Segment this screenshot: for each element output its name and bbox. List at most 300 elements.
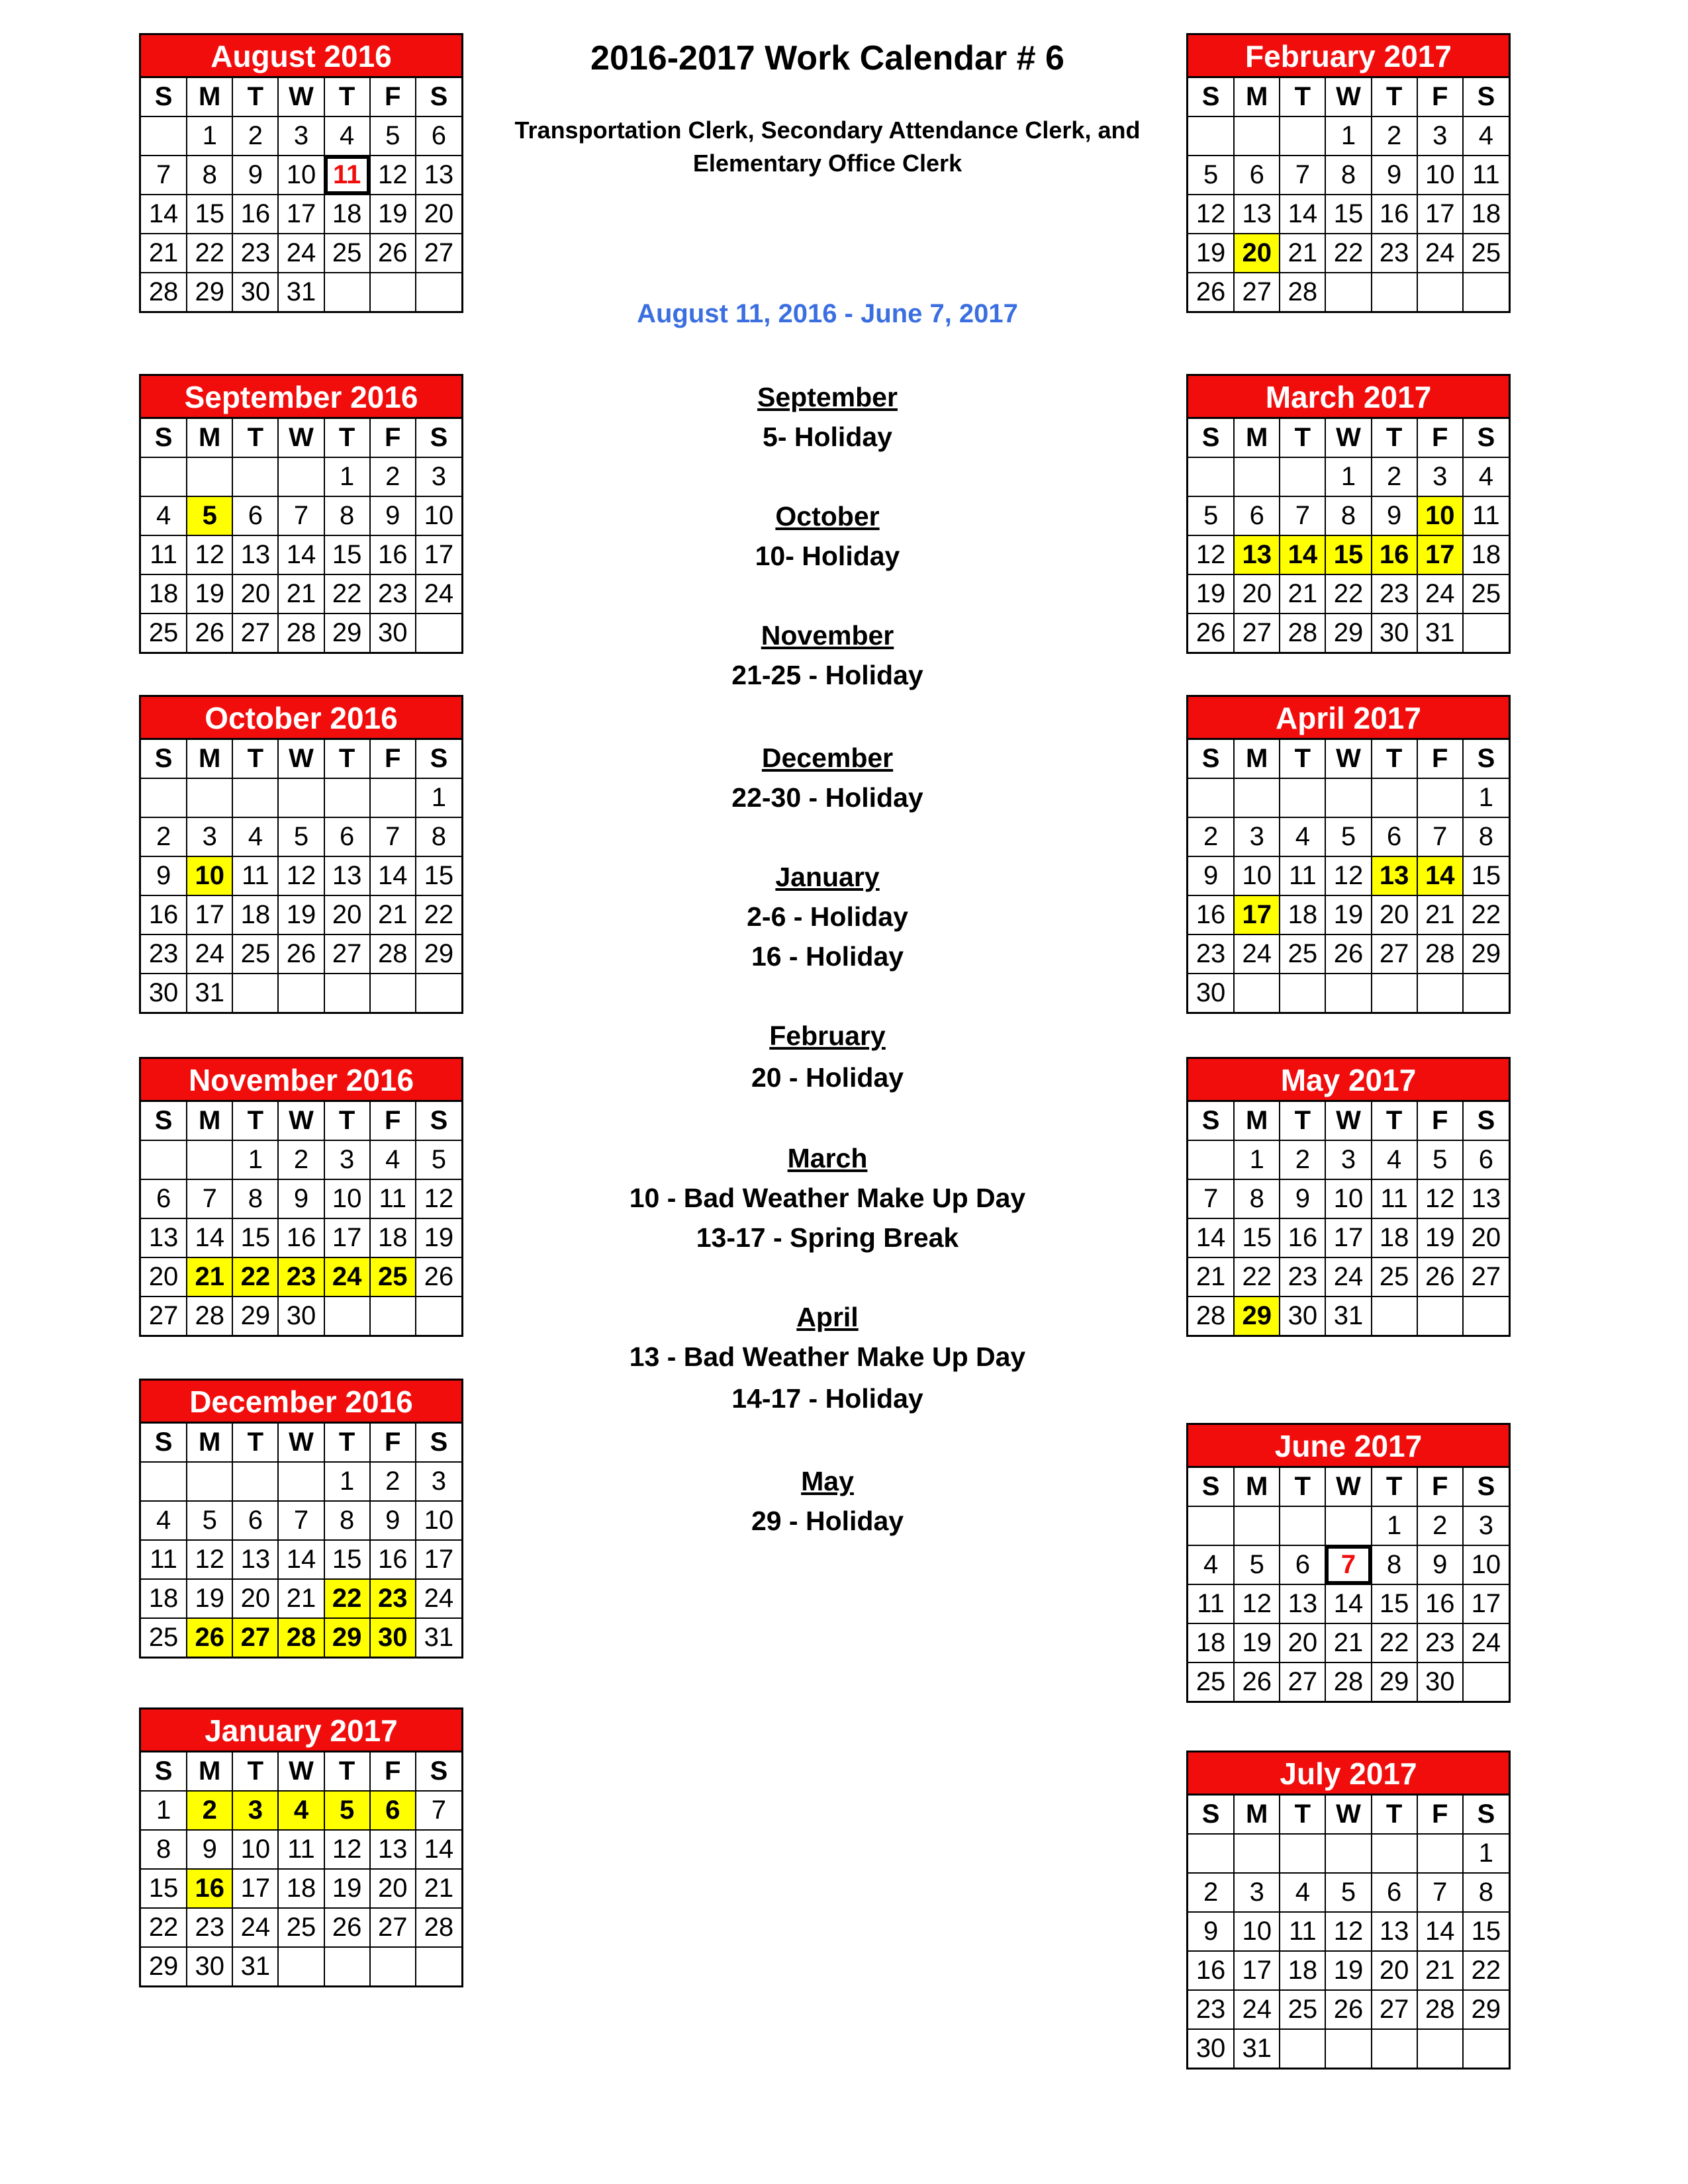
day-cell: 2 <box>1188 817 1234 856</box>
week-row <box>141 974 461 1012</box>
weekday-label: W <box>1325 1796 1371 1834</box>
day-cell: 19 <box>416 1218 461 1257</box>
day-cell: 17 <box>324 1218 370 1257</box>
day-cell: 23 <box>1280 1257 1325 1297</box>
day-cell: 24 <box>278 234 324 273</box>
weekday-label: S <box>141 419 187 457</box>
week-row <box>141 1297 461 1335</box>
empty-cell <box>416 974 461 1012</box>
week-row <box>141 1791 461 1830</box>
day-cell: 26 <box>1188 614 1234 652</box>
calendar-september-2016 <box>139 374 463 654</box>
day-cell: 21 <box>1280 574 1325 614</box>
day-cell: 1 <box>232 1140 278 1179</box>
day-cell: 24 <box>1417 574 1463 614</box>
day-cell: 4 <box>1463 457 1509 496</box>
empty-cell <box>1234 778 1280 817</box>
empty-cell <box>1417 1834 1463 1873</box>
day-cell: 16 <box>1188 1951 1234 1990</box>
weekday-label: W <box>278 1102 324 1140</box>
weekday-label: W <box>278 1752 324 1791</box>
weekday-label: S <box>141 1752 187 1791</box>
schedule-line: 13-17 - Spring Break <box>696 1222 959 1253</box>
day-cell: 27 <box>232 614 278 652</box>
calendar-month-header: July 2017 <box>1188 1752 1509 1796</box>
day-cell: 29 <box>416 934 461 974</box>
empty-cell <box>1280 1834 1325 1873</box>
weekday-label: M <box>187 78 232 116</box>
calendar-august-2016 <box>139 33 463 313</box>
weekday-label: W <box>278 78 324 116</box>
day-cell: 21 <box>370 895 416 934</box>
empty-cell <box>1280 778 1325 817</box>
day-cell: 30 <box>1280 1297 1325 1335</box>
weekday-label: S <box>141 78 187 116</box>
day-cell: 3 <box>1463 1506 1509 1545</box>
empty-cell <box>370 1297 416 1335</box>
day-cell: 31 <box>187 974 232 1012</box>
weekday-header-row <box>1188 1468 1509 1506</box>
day-cell: 19 <box>1417 1218 1463 1257</box>
week-row <box>141 457 461 496</box>
weekday-label: M <box>1234 419 1280 457</box>
empty-cell <box>324 1947 370 1985</box>
schedule-month-september: September <box>757 382 898 412</box>
day-cell: 16 <box>370 1540 416 1579</box>
schedule-month-march: March <box>787 1143 868 1173</box>
day-cell: 27 <box>324 934 370 974</box>
weekday-label: W <box>1325 419 1371 457</box>
empty-cell <box>416 1297 461 1335</box>
day-cell: 25 <box>1463 574 1509 614</box>
weekday-header-row <box>141 1424 461 1462</box>
schedule-line: 29 - Holiday <box>751 1506 904 1536</box>
week-row <box>141 1869 461 1908</box>
subtitle-line-1: Transportation Clerk, Secondary Attendance Clerk, and <box>514 116 1141 144</box>
day-cell: 15 <box>324 1540 370 1579</box>
day-cell: 7 <box>1417 817 1463 856</box>
week-row <box>1188 1257 1509 1297</box>
weekday-label: T <box>1280 419 1325 457</box>
weekday-label: T <box>324 740 370 778</box>
week-row <box>141 1618 461 1657</box>
week-row <box>1188 1873 1509 1912</box>
calendar-february-2017 <box>1186 33 1511 313</box>
day-cell-highlighted: 16 <box>187 1869 232 1908</box>
day-cell: 30 <box>1417 1662 1463 1701</box>
day-cell: 17 <box>1234 1951 1280 1990</box>
day-cell: 12 <box>187 535 232 574</box>
weekday-header-row <box>141 1102 461 1140</box>
day-cell: 26 <box>324 1908 370 1947</box>
weekday-label: W <box>1325 740 1371 778</box>
calendar-december-2016 <box>139 1379 463 1659</box>
day-cell: 11 <box>1188 1584 1234 1623</box>
day-cell: 3 <box>1417 457 1463 496</box>
weekday-label: S <box>1188 1102 1234 1140</box>
day-cell: 13 <box>370 1830 416 1869</box>
week-row <box>141 535 461 574</box>
day-cell: 4 <box>1463 116 1509 156</box>
calendar-grid <box>1188 419 1509 652</box>
day-cell: 5 <box>370 116 416 156</box>
day-cell-highlighted: 15 <box>1325 535 1371 574</box>
empty-cell <box>278 457 324 496</box>
empty-cell <box>1463 1297 1509 1335</box>
week-row <box>141 856 461 895</box>
calendar-june-2017 <box>1186 1423 1511 1703</box>
weekday-label: T <box>1372 419 1417 457</box>
weekday-label: S <box>1188 1468 1234 1506</box>
day-cell: 2 <box>1372 457 1417 496</box>
day-cell: 30 <box>1188 2029 1234 2068</box>
schedule-line: 16 - Holiday <box>751 941 904 972</box>
day-cell: 23 <box>1188 1990 1234 2029</box>
empty-cell <box>1463 614 1509 652</box>
day-cell: 7 <box>278 1501 324 1540</box>
calendar-april-2017 <box>1186 695 1511 1014</box>
week-row <box>141 1908 461 1947</box>
day-cell: 25 <box>1280 934 1325 974</box>
day-cell: 9 <box>141 856 187 895</box>
day-cell: 7 <box>278 496 324 535</box>
calendar-grid <box>141 1752 461 1985</box>
empty-cell <box>370 273 416 311</box>
day-cell: 18 <box>370 1218 416 1257</box>
weekday-label: W <box>1325 1102 1371 1140</box>
weekday-label: F <box>1417 78 1463 116</box>
day-cell: 15 <box>324 535 370 574</box>
schedule-month-december: December <box>761 743 894 773</box>
day-cell: 22 <box>1325 234 1371 273</box>
day-cell: 5 <box>416 1140 461 1179</box>
week-row <box>1188 1990 1509 2029</box>
empty-cell <box>1325 2029 1371 2068</box>
schedule-month-may: May <box>801 1466 854 1496</box>
week-row <box>141 273 461 311</box>
day-cell: 25 <box>232 934 278 974</box>
day-cell: 20 <box>1463 1218 1509 1257</box>
day-cell-marked: 11 <box>324 156 370 195</box>
day-cell: 17 <box>1325 1218 1371 1257</box>
weekday-label: T <box>324 78 370 116</box>
day-cell: 24 <box>1325 1257 1371 1297</box>
day-cell-highlighted: 22 <box>324 1579 370 1618</box>
day-cell: 10 <box>232 1830 278 1869</box>
day-cell: 28 <box>1417 934 1463 974</box>
week-row <box>141 1947 461 1985</box>
day-cell: 19 <box>1188 234 1234 273</box>
day-cell: 4 <box>232 817 278 856</box>
week-row <box>141 1501 461 1540</box>
day-cell: 3 <box>187 817 232 856</box>
week-row <box>1188 496 1509 535</box>
empty-cell <box>278 1462 324 1501</box>
day-cell: 21 <box>278 1579 324 1618</box>
day-cell: 23 <box>1417 1623 1463 1662</box>
weekday-label: M <box>187 1102 232 1140</box>
calendar-month-header: May 2017 <box>1188 1059 1509 1102</box>
weekday-label: S <box>416 740 461 778</box>
weekday-label: T <box>232 419 278 457</box>
day-cell: 28 <box>141 273 187 311</box>
day-cell-highlighted: 13 <box>1234 535 1280 574</box>
day-cell: 27 <box>1372 1990 1417 2029</box>
day-cell-highlighted: 16 <box>1372 535 1417 574</box>
day-cell: 16 <box>1372 195 1417 234</box>
day-cell: 14 <box>370 856 416 895</box>
day-cell: 22 <box>1372 1623 1417 1662</box>
day-cell: 30 <box>232 273 278 311</box>
day-cell: 22 <box>1234 1257 1280 1297</box>
day-cell: 29 <box>141 1947 187 1985</box>
day-cell: 2 <box>1280 1140 1325 1179</box>
weekday-label: W <box>278 419 324 457</box>
week-row <box>1188 1834 1509 1873</box>
empty-cell <box>1188 116 1234 156</box>
weekday-label: S <box>1463 78 1509 116</box>
day-cell: 1 <box>1234 1140 1280 1179</box>
week-row <box>1188 974 1509 1012</box>
day-cell-highlighted: 14 <box>1417 856 1463 895</box>
day-cell: 20 <box>324 895 370 934</box>
empty-cell <box>1372 1297 1417 1335</box>
empty-cell <box>1417 778 1463 817</box>
day-cell: 6 <box>232 1501 278 1540</box>
day-cell: 18 <box>1463 535 1509 574</box>
day-cell: 5 <box>1325 817 1371 856</box>
day-cell: 15 <box>1463 1912 1509 1951</box>
day-cell: 3 <box>324 1140 370 1179</box>
day-cell: 7 <box>416 1791 461 1830</box>
weekday-label: F <box>370 419 416 457</box>
day-cell: 12 <box>370 156 416 195</box>
day-cell-highlighted: 10 <box>187 856 232 895</box>
day-cell: 12 <box>278 856 324 895</box>
empty-cell <box>187 778 232 817</box>
empty-cell <box>1234 1834 1280 1873</box>
day-cell: 24 <box>1234 934 1280 974</box>
day-cell: 17 <box>187 895 232 934</box>
calendar-january-2017 <box>139 1707 463 1987</box>
schedule-month-january: January <box>775 862 880 892</box>
day-cell: 16 <box>1417 1584 1463 1623</box>
weekday-label: M <box>187 419 232 457</box>
day-cell: 10 <box>416 1501 461 1540</box>
day-cell: 17 <box>1417 195 1463 234</box>
day-cell: 27 <box>1372 934 1417 974</box>
day-cell: 27 <box>1234 614 1280 652</box>
week-row <box>1188 156 1509 195</box>
week-row <box>1188 2029 1509 2068</box>
empty-cell <box>1417 974 1463 1012</box>
weekday-label: W <box>1325 1468 1371 1506</box>
day-cell: 21 <box>1188 1257 1234 1297</box>
week-row <box>141 1830 461 1869</box>
day-cell: 1 <box>1463 778 1509 817</box>
day-cell: 21 <box>278 574 324 614</box>
day-cell-highlighted: 21 <box>187 1257 232 1297</box>
calendar-grid <box>141 740 461 1012</box>
empty-cell <box>1280 1506 1325 1545</box>
empty-cell <box>141 457 187 496</box>
empty-cell <box>1463 974 1509 1012</box>
day-cell: 12 <box>1325 1912 1371 1951</box>
day-cell: 12 <box>1188 195 1234 234</box>
day-cell: 8 <box>1463 817 1509 856</box>
week-row <box>141 116 461 156</box>
day-cell: 30 <box>1188 974 1234 1012</box>
day-cell-highlighted: 27 <box>232 1618 278 1657</box>
week-row <box>1188 535 1509 574</box>
day-cell: 2 <box>370 1462 416 1501</box>
schedule-line: 13 - Bad Weather Make Up Day <box>629 1342 1026 1372</box>
day-cell: 16 <box>370 535 416 574</box>
day-cell: 27 <box>416 234 461 273</box>
day-cell: 10 <box>1463 1545 1509 1584</box>
day-cell: 24 <box>187 934 232 974</box>
week-row <box>141 234 461 273</box>
day-cell: 3 <box>416 1462 461 1501</box>
day-cell: 21 <box>1417 895 1463 934</box>
day-cell: 9 <box>1372 156 1417 195</box>
day-cell-highlighted: 30 <box>370 1618 416 1657</box>
weekday-header-row <box>1188 419 1509 457</box>
week-row <box>1188 1506 1509 1545</box>
day-cell: 26 <box>416 1257 461 1297</box>
day-cell: 6 <box>1234 496 1280 535</box>
calendar-month-header: December 2016 <box>141 1381 461 1424</box>
empty-cell <box>416 273 461 311</box>
weekday-label: T <box>232 78 278 116</box>
day-cell: 31 <box>232 1947 278 1985</box>
empty-cell <box>324 273 370 311</box>
schedule-line: 2-6 - Holiday <box>747 901 908 932</box>
day-cell: 3 <box>278 116 324 156</box>
day-cell: 2 <box>1417 1506 1463 1545</box>
calendar-grid <box>141 78 461 311</box>
day-cell: 18 <box>1280 1951 1325 1990</box>
weekday-label: M <box>1234 1468 1280 1506</box>
empty-cell <box>1417 273 1463 311</box>
empty-cell <box>324 778 370 817</box>
day-cell: 20 <box>1372 1951 1417 1990</box>
day-cell: 6 <box>1372 817 1417 856</box>
day-cell: 28 <box>1280 614 1325 652</box>
day-cell: 8 <box>1234 1179 1280 1218</box>
day-cell: 23 <box>141 934 187 974</box>
day-cell: 17 <box>416 1540 461 1579</box>
day-cell: 28 <box>1188 1297 1234 1335</box>
day-cell: 26 <box>187 614 232 652</box>
day-cell: 2 <box>1188 1873 1234 1912</box>
week-row <box>141 496 461 535</box>
day-cell: 12 <box>187 1540 232 1579</box>
weekday-label: T <box>1372 740 1417 778</box>
day-cell: 4 <box>1188 1545 1234 1584</box>
empty-cell <box>1280 116 1325 156</box>
day-cell: 11 <box>278 1830 324 1869</box>
day-cell: 31 <box>1325 1297 1371 1335</box>
day-cell: 19 <box>187 574 232 614</box>
empty-cell <box>1372 2029 1417 2068</box>
day-cell: 10 <box>278 156 324 195</box>
day-cell: 29 <box>1372 1662 1417 1701</box>
day-cell: 15 <box>187 195 232 234</box>
weekday-label: S <box>1463 1468 1509 1506</box>
day-cell-highlighted: 13 <box>1372 856 1417 895</box>
calendar-month-header: August 2016 <box>141 35 461 78</box>
empty-cell <box>278 974 324 1012</box>
week-row <box>1188 817 1509 856</box>
day-cell: 8 <box>232 1179 278 1218</box>
day-cell: 11 <box>232 856 278 895</box>
day-cell: 27 <box>370 1908 416 1947</box>
weekday-label: F <box>370 1102 416 1140</box>
day-cell: 19 <box>324 1869 370 1908</box>
day-cell: 6 <box>232 496 278 535</box>
day-cell-highlighted: 20 <box>1234 234 1280 273</box>
day-cell: 29 <box>232 1297 278 1335</box>
day-cell: 18 <box>141 1579 187 1618</box>
day-cell: 15 <box>1325 195 1371 234</box>
day-cell: 14 <box>1188 1218 1234 1257</box>
day-cell: 19 <box>1188 574 1234 614</box>
week-row <box>1188 195 1509 234</box>
calendar-grid <box>141 419 461 652</box>
day-cell: 19 <box>1325 1951 1371 1990</box>
day-cell: 20 <box>1234 574 1280 614</box>
week-row <box>1188 778 1509 817</box>
empty-cell <box>232 1462 278 1501</box>
day-cell: 23 <box>187 1908 232 1947</box>
day-cell: 4 <box>324 116 370 156</box>
empty-cell <box>232 778 278 817</box>
week-row <box>141 195 461 234</box>
week-row <box>1188 116 1509 156</box>
day-cell: 6 <box>1463 1140 1509 1179</box>
calendar-november-2016 <box>139 1057 463 1337</box>
empty-cell <box>1325 1834 1371 1873</box>
day-cell: 4 <box>1280 817 1325 856</box>
day-cell: 23 <box>370 574 416 614</box>
day-cell-marked: 7 <box>1325 1545 1371 1584</box>
calendar-october-2016 <box>139 695 463 1014</box>
day-cell: 30 <box>1372 614 1417 652</box>
day-cell: 13 <box>1280 1584 1325 1623</box>
day-cell: 5 <box>187 1501 232 1540</box>
day-cell: 25 <box>141 1618 187 1657</box>
empty-cell <box>1417 1297 1463 1335</box>
week-row <box>1188 1912 1509 1951</box>
calendar-month-header: September 2016 <box>141 376 461 419</box>
empty-cell <box>416 1947 461 1985</box>
day-cell: 22 <box>187 234 232 273</box>
subtitle-line-2: Elementary Office Clerk <box>692 150 962 177</box>
day-cell: 27 <box>1280 1662 1325 1701</box>
day-cell: 22 <box>1463 895 1509 934</box>
day-cell: 28 <box>1325 1662 1371 1701</box>
day-cell: 10 <box>1234 1912 1280 1951</box>
day-cell: 25 <box>278 1908 324 1947</box>
empty-cell <box>1372 974 1417 1012</box>
day-cell: 13 <box>324 856 370 895</box>
day-cell: 10 <box>1325 1179 1371 1218</box>
weekday-label: T <box>1372 1468 1417 1506</box>
empty-cell <box>1280 2029 1325 2068</box>
day-cell: 19 <box>1234 1623 1280 1662</box>
day-cell: 3 <box>1234 817 1280 856</box>
